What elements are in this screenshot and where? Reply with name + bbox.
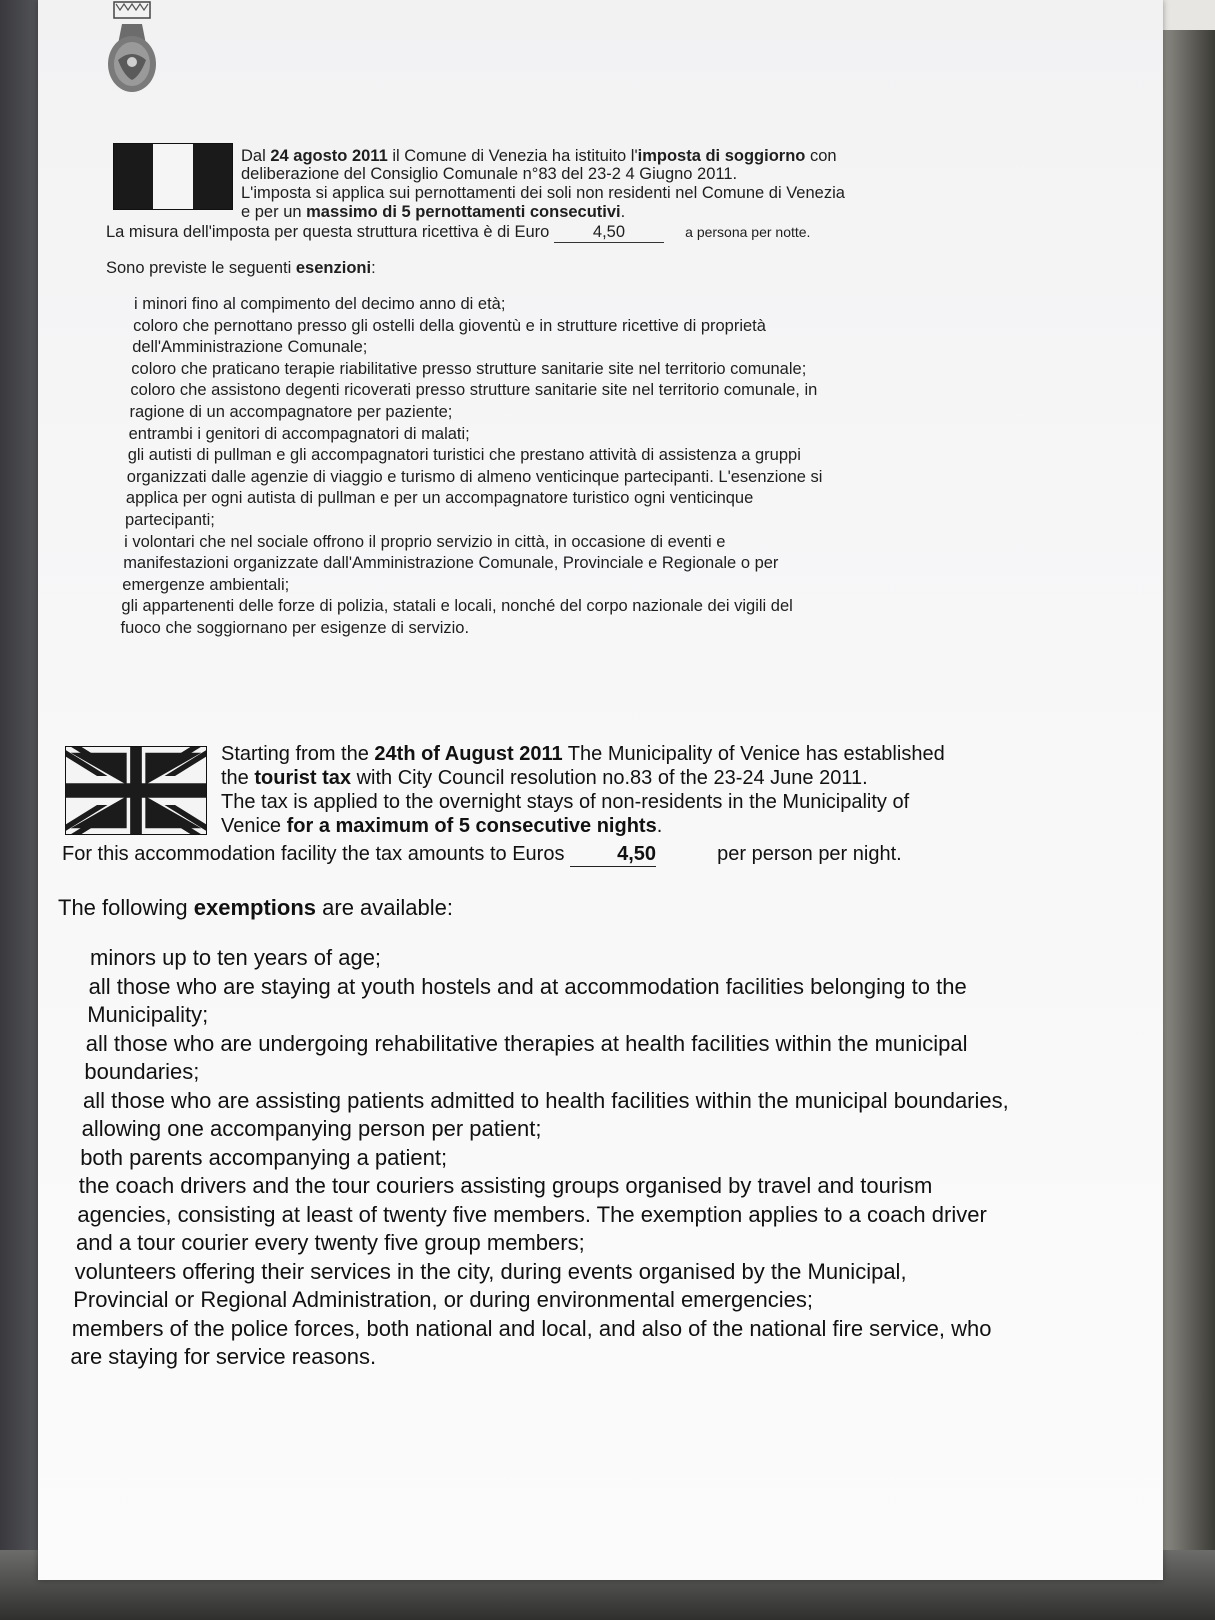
en-measure-line: For this accommodation facility the tax amounts to Euros 4,50 per person per night. bbox=[62, 843, 902, 865]
en-amount: 4,50 bbox=[570, 842, 656, 867]
it-exemption-line: coloro che assistono degenti ricoverati presso strutture sanitarie site nel territorio comunale, in bbox=[130, 381, 818, 400]
en-exemption-line: Municipality; bbox=[87, 1002, 209, 1027]
en-exemption-line: and a tour courier every twenty five group members; bbox=[76, 1230, 585, 1255]
it-exemptions-heading: Sono previste le seguenti esenzioni: bbox=[106, 259, 376, 277]
it-exemption-line: organizzati dalle agenzie di viaggio e turismo di almeno venticinque partecipanti. L'esenzione si bbox=[126, 467, 823, 486]
en-exemption-line: all those who are staying at youth hostels and at accommodation facilities belonging to the bbox=[88, 973, 967, 999]
en-intro-line-1: Starting from the 24th of August 2011 The Municipality of Venice has established bbox=[221, 743, 945, 765]
en-exemption-line: all those who are assisting patients admitted to health facilities within the municipal boundaries, bbox=[83, 1087, 1009, 1113]
it-exemption-line: coloro che praticano terapie riabilitative presso strutture sanitarie site nel territorio comunale; bbox=[131, 359, 807, 378]
en-intro-line-3: The tax is applied to the overnight stays of non-residents in the Municipality of bbox=[221, 791, 910, 813]
it-intro-line-4: e per un massimo di 5 pernottamenti consecutivi. bbox=[241, 203, 626, 221]
venice-coat-of-arms-icon bbox=[102, 0, 162, 100]
it-exemption-line: entrambi i genitori di accompagnatori di malati; bbox=[128, 424, 470, 443]
it-exemption-line: emergenze ambientali; bbox=[122, 575, 290, 594]
it-measure-line: La misura dell'imposta per questa struttura ricettiva è di Euro 4,50 a persona per notte. bbox=[106, 223, 811, 241]
en-exemptions-heading: The following exemptions are available: bbox=[58, 895, 453, 920]
en-exemption-line: minors up to ten years of age; bbox=[90, 945, 382, 970]
it-exemption-line: applica per ogni autista di pullman e per un accompagnatore turistico ogni venticinque bbox=[125, 489, 754, 508]
en-intro-line-2: the tourist tax with City Council resolution no.83 of the 23-24 June 2011. bbox=[221, 767, 868, 789]
en-exemption-line: members of the police forces, both national and local, and also of the national fire service, who bbox=[71, 1315, 992, 1341]
it-exemption-line: partecipanti; bbox=[125, 511, 215, 529]
it-amount: 4,50 bbox=[554, 222, 664, 243]
en-exemption-line: the coach drivers and the tour couriers assisting groups organised by travel and tourism bbox=[78, 1173, 933, 1198]
en-exemption-line: allowing one accompanying person per patient; bbox=[81, 1116, 542, 1141]
it-exemption-line: i volontari che nel sociale offrono il proprio servizio in città, in occasione di eventi e bbox=[124, 532, 726, 551]
it-exemption-line: fuoco che soggiornano per esigenze di servizio. bbox=[120, 619, 470, 637]
en-exemption-line: volunteers offering their services in the city, during events organised by the Municipal, bbox=[74, 1258, 907, 1284]
en-exemption-line: Provincial or Regional Administration, or during environmental emergencies; bbox=[73, 1287, 814, 1312]
en-exemption-line: agencies, consisting at least of twenty five members. The exemption applies to a coach driver bbox=[77, 1201, 987, 1227]
union-jack-flag-icon bbox=[65, 746, 207, 835]
en-intro-line-4: Venice for a maximum of 5 consecutive nights. bbox=[221, 815, 663, 837]
it-exemption-line: ragione di un accompagnatore per paziente; bbox=[129, 403, 453, 421]
it-intro-line-1: Dal 24 agosto 2011 il Comune di Venezia ha istituito l'imposta di soggiorno con bbox=[241, 147, 837, 165]
it-exemption-line: i minori fino al compimento del decimo anno di età; bbox=[134, 295, 506, 313]
it-exemption-line: coloro che pernottano presso gli ostelli della gioventù e in strutture ricettive di proprietà bbox=[133, 316, 766, 335]
document-sheet bbox=[38, 0, 1163, 1580]
en-exemption-line: boundaries; bbox=[84, 1059, 200, 1084]
it-exemption-line: manifestazioni organizzate dall'Amministrazione Comunale, Provinciale e Regionale o per bbox=[123, 554, 779, 573]
en-exemption-line: are staying for service reasons. bbox=[70, 1344, 377, 1369]
en-exemption-line: all those who are undergoing rehabilitative therapies at health facilities within the municipal bbox=[85, 1030, 968, 1056]
it-exemption-line: dell'Amministrazione Comunale; bbox=[132, 338, 368, 357]
italian-flag-icon bbox=[113, 143, 233, 210]
it-intro-line-3: L'imposta si applica sui pernottamenti dei soli non residenti nel Comune di Venezia bbox=[241, 184, 845, 202]
en-exemption-line: both parents accompanying a patient; bbox=[80, 1144, 448, 1170]
it-exemption-line: gli autisti di pullman e gli accompagnatori turistici che prestano attività di assistenza a gruppi bbox=[127, 446, 801, 465]
it-intro-line-2: deliberazione del Consiglio Comunale n°83 del 23-2 4 Giugno 2011. bbox=[241, 165, 738, 183]
it-exemption-line: gli appartenenti delle forze di polizia, statali e locali, nonché del corpo nazionale dei vigili del bbox=[121, 597, 793, 616]
